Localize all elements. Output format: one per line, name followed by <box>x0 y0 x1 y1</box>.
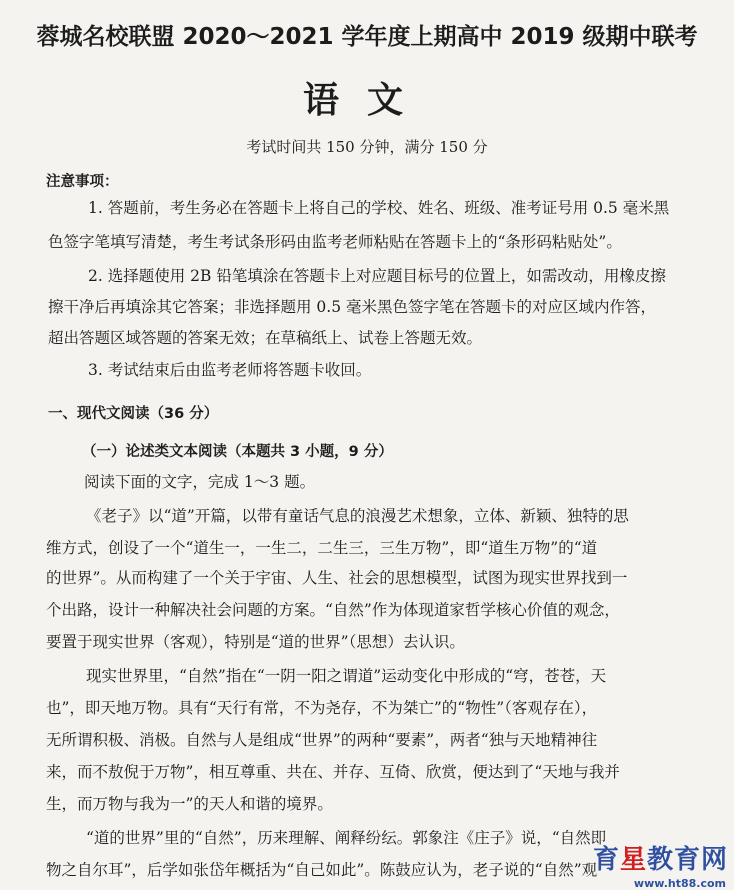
passage-line: 生，而万物与我为一”的天人和谐的境界。 <box>46 795 333 813</box>
section-heading: 一、现代文阅读（36 分） <box>48 406 219 422</box>
notice-line: 超出答题区域答题的答案无效；在草稿纸上、试卷上答题无效。 <box>48 329 483 347</box>
watermark-brand-b: 教育网 <box>646 845 728 875</box>
passage-line: 要置于现实世界（客观），特别是“道的世界”（思想）去认识。 <box>46 633 465 651</box>
passage-line: 现实世界里，“自然”指在“一阴一阳之谓道”运动变化中形成的“穹，苍苍，天 <box>86 667 607 685</box>
passage-line: 也”，即天地万物。具有“天行有常，不为尧存，不为桀亡”的“物性”（客观存在）， <box>46 699 598 717</box>
passage-line: 无所谓积极、消极。自然与人是组成“世界”的两种“要素”，两者“独与天地精神往 <box>46 731 598 749</box>
passage-line: 个出路，设计一种解决社会问题的方案。“自然”作为体现道家哲学核心价值的观念， <box>46 601 620 619</box>
notice-line: 2. 选择题使用 2B 铅笔填涂在答题卡上对应题目标号的位置上，如需改动，用橡皮擦 <box>88 267 666 285</box>
notice-heading: 注意事项： <box>46 174 119 190</box>
exam-title: 蓉城名校联盟 2020～2021 学年度上期高中 2019 级期中联考 <box>36 24 698 50</box>
notice-line: 3. 考试结束后由监考老师将答题卡收回。 <box>88 361 372 379</box>
watermark-url: www.ht88.com <box>633 877 726 890</box>
subject-title: 语文 <box>302 80 431 121</box>
notice-line: 1. 答题前，考生务必在答题卡上将自己的学校、姓名、班级、准考证号用 0.5 毫米黑 <box>88 199 670 217</box>
section-instruction: 阅读下面的文字，完成 1～3 题。 <box>84 473 316 491</box>
notice-line: 色签字笔填写清楚，考生考试条形码由监考老师粘贴在答题卡上的“条形码粘贴处”。 <box>48 233 622 251</box>
section-subheading: （一）论述类文本阅读（本题共 3 小题，9 分） <box>82 444 393 460</box>
watermark-brand-a: 育 <box>592 845 620 875</box>
notice-line: 擦干净后再填涂其它答案；非选择题用 0.5 毫米黑色签字笔在答题卡的对应区域内作答， <box>48 298 657 316</box>
watermark-brand-star: 星 <box>619 845 647 875</box>
passage-line: 《老子》以“道”开篇，以带有童话气息的浪漫艺术想象，立体、新颖、独特的思 <box>86 507 629 525</box>
passage-line: 的世界”。从而构建了一个关于宇宙、人生、社会的思想模型，试图为现实世界找到一 <box>46 569 628 587</box>
passage-line: 维方式，创设了一个“道生一，一生二，二生三，三生万物”，即“道生万物”的“道 <box>46 539 598 557</box>
exam-time-info: 考试时间共 150 分钟，满分 150 分 <box>246 138 488 156</box>
passage-line: 物之自尔耳”，后学如张岱年概括为“自己如此”。陈鼓应认为，老子说的“自然”观 <box>46 861 598 879</box>
passage-line: “道的世界”里的“自然”，历来理解、阐释纷纭。郭象注《庄子》说，“自然即 <box>86 829 607 847</box>
passage-line: 来，而不敖倪于万物”，相互尊重、共在、并存、互倚、欣赏，便达到了“天地与我并 <box>46 763 620 781</box>
site-watermark <box>593 839 728 876</box>
